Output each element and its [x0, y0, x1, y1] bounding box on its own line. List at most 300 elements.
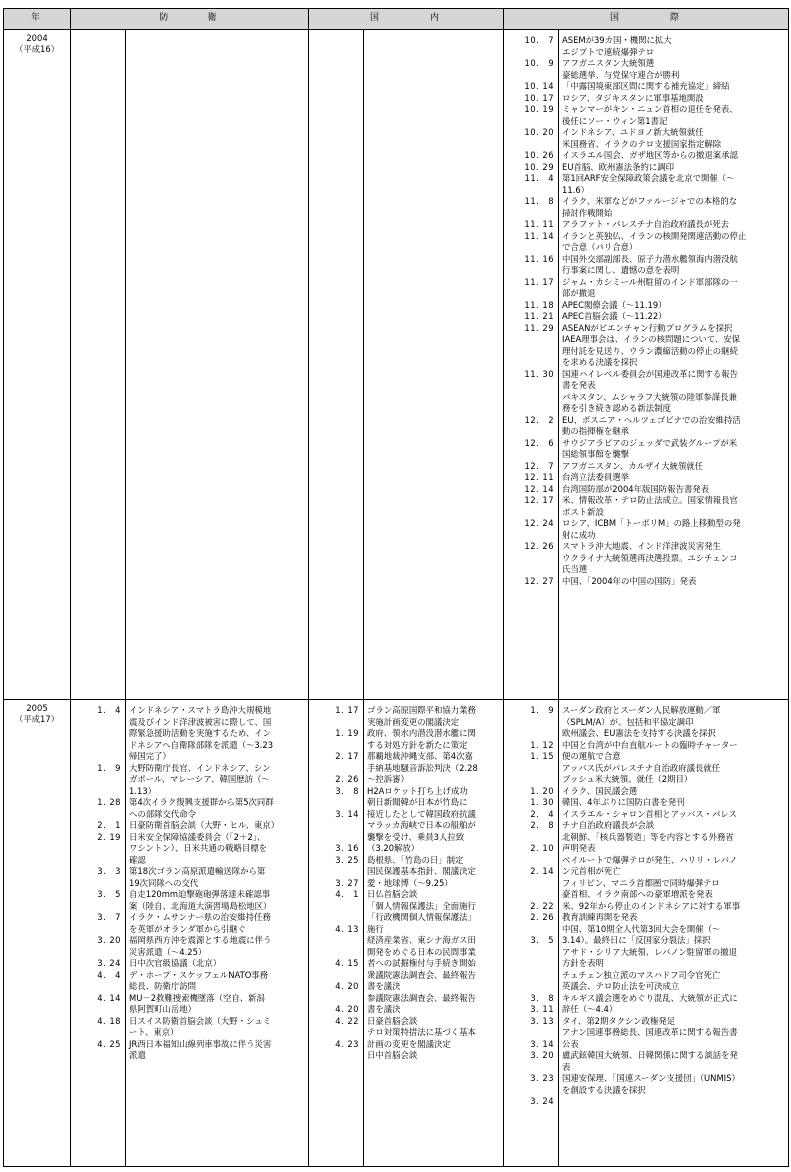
- event-text-line: への部隊交代命令: [129, 808, 196, 819]
- event-text-line: 愛・地球博（～9.25）: [367, 877, 453, 888]
- event-text-line: イスラエル・シャロン首相とアッバス・パレス: [562, 808, 737, 819]
- event-text-line: 災害派遣（～4.25）: [129, 946, 207, 957]
- event-text-line: 日中次官級協議（北京）: [129, 958, 222, 968]
- event-text-line: 米、情報改革・テロ防止法成立。国家情報長官: [562, 495, 738, 505]
- event-text-line: パキスタン、ムシャラフ大統領の陸軍参謀長兼: [562, 391, 737, 402]
- header-international: 国 際: [504, 9, 789, 30]
- event-date: [504, 1062, 554, 1074]
- event-date: 4. 20: [335, 1004, 360, 1014]
- event-date: [504, 1108, 554, 1120]
- event-date: 3. 25: [335, 854, 360, 865]
- event-text-line: 国連安保理、「国連スーダン支援団」（UNMIS）: [562, 1073, 740, 1083]
- event-date: [504, 357, 554, 369]
- event-text-line: JR西日本福知山線列車事故に伴う災害: [129, 1038, 272, 1049]
- event-text-line: 務を引き続き認める新法制度: [562, 403, 671, 413]
- intl-events-2004: [559, 30, 789, 700]
- event-date: [504, 288, 554, 300]
- event-date: 1. 4: [97, 705, 121, 715]
- event-date: [504, 1085, 554, 1097]
- event-date: [504, 970, 554, 982]
- event-date: 3. 3: [97, 866, 121, 876]
- event-text-line: 日米安全保障協議委員会（「2＋2」、: [129, 831, 266, 842]
- event-date: 10. 14: [524, 81, 555, 91]
- event-date: [71, 1004, 121, 1016]
- event-text-line: 朝日新聞韓が日本が竹島に: [367, 797, 468, 807]
- event-text-line: デ・ホープ・スケッフェルNATO事務: [129, 969, 269, 980]
- event-text-line: 第4次イラク復興支援群から第5次同群: [129, 797, 274, 807]
- event-text-line: 第18次ゴラン高原派遣輸送隊から第: [129, 866, 266, 876]
- event-date: [504, 185, 554, 197]
- event-date: 4. 15: [335, 958, 360, 968]
- event-date: [504, 774, 554, 786]
- event-date: 1. 17: [335, 705, 360, 715]
- event-date: 4. 22: [335, 1015, 360, 1026]
- defense-dates-2005: [71, 700, 126, 1167]
- event-date: [309, 820, 359, 832]
- event-text-line: H2Aロケット打ち上げ成功: [367, 785, 468, 796]
- event-date: [504, 717, 554, 729]
- event-date: [71, 924, 121, 936]
- event-text-line: 中国と台湾が中台直航ルートの臨時チャーター: [562, 739, 738, 750]
- event-date: 3. 20: [530, 1050, 555, 1060]
- event-text-line: 福岡県西方沖を震源とする地震に伴う: [129, 935, 272, 945]
- event-text-line: 国民保護基本指針、閣議決定: [367, 866, 476, 876]
- defense-dates-2004: [71, 30, 126, 700]
- event-text-line: チェチェン独立派のマスハドフ司令官死亡: [562, 969, 721, 980]
- event-text-line: 英議会、テロ防止法を可決成立: [562, 981, 680, 991]
- event-date: 12. 24: [524, 518, 555, 528]
- event-date: [504, 403, 554, 415]
- event-text-line: 1.13）: [129, 785, 157, 796]
- event-date: 4. 23: [335, 1038, 360, 1049]
- event-text-line: エジプトで連続爆弾テロ: [562, 46, 655, 57]
- event-date: [504, 530, 554, 542]
- intl-dates-2004: [504, 30, 559, 700]
- event-text-line: 19次同隊への交代: [129, 877, 199, 888]
- event-text-line: IAEA理事会は、イランの核問題について、安保: [562, 334, 741, 344]
- event-date: [504, 878, 554, 890]
- event-text-line: 参議院憲法調査会、最終報告: [367, 992, 476, 1003]
- event-date: [504, 958, 554, 970]
- event-text-line: 声明発表: [562, 843, 596, 853]
- event-text-line: イラク、国民議会選: [562, 785, 638, 796]
- event-date: [504, 449, 554, 461]
- event-date: [71, 878, 121, 890]
- event-date: [309, 740, 359, 752]
- event-date: 10. 17: [524, 92, 555, 103]
- event-text-line: 辞任（～4.4）: [562, 1004, 618, 1014]
- event-date: 1. 9: [97, 762, 121, 773]
- event-text-line: 豪首相、イラク南部への豪軍増派を発表: [562, 889, 713, 899]
- event-text-line: ～控訴審）: [367, 774, 409, 784]
- event-date: 3. 8: [530, 992, 555, 1003]
- event-text-line: 日スイス防衛首脳会談（大野・シュミ: [129, 1015, 271, 1026]
- event-text-line: 国連ハイレベル委員会が国連改革に関する報告: [562, 368, 738, 379]
- header-year: 年: [4, 9, 71, 30]
- event-text-line: 教育訓練再開を発表: [562, 912, 638, 922]
- event-text-line: ジャム・カシミール州駐留のインド軍部隊の一: [562, 276, 738, 287]
- event-date: [504, 507, 554, 519]
- event-text-line: EU、ボスニア・ヘルツェゴビナでの治安維持活: [562, 414, 741, 425]
- event-text-line: 11.6）: [562, 184, 590, 195]
- year-row-2005: [4, 700, 789, 1167]
- event-date: 10. 29: [524, 161, 555, 172]
- event-text-line: ASEMが39カ国・機関に拡大: [562, 35, 672, 45]
- event-text-line: 日中首脳会談: [367, 1050, 418, 1060]
- event-date: 11. 11: [524, 219, 555, 229]
- event-text-line: （3.20解放）: [367, 843, 420, 853]
- event-text-line: 者への試掘権付与手続き開始: [367, 958, 476, 968]
- event-text-line: 動の指揮権を継承: [562, 426, 630, 436]
- event-date: [71, 901, 121, 913]
- event-text-line: 掃討作戦開始: [562, 207, 613, 218]
- event-date: 1. 28: [97, 797, 121, 807]
- event-date: 10. 19: [524, 104, 555, 114]
- event-date: 3. 14: [530, 1038, 555, 1049]
- event-text-line: 接近したとして韓国政府抗議: [367, 808, 476, 819]
- event-text-line: を英軍がオランダ軍から引継ぐ: [129, 923, 246, 934]
- event-text-line: ポスト新設: [562, 506, 604, 517]
- event-text-line: 盧武鉉韓国大統領、日韓関係に関する談話を発: [562, 1050, 738, 1060]
- event-date: [71, 809, 121, 821]
- event-date: [71, 786, 121, 798]
- event-date: [504, 763, 554, 775]
- event-text-line: 便の運航で合意: [562, 751, 621, 761]
- event-text-line: テロ対策特措法に基づく基本: [367, 1027, 476, 1037]
- event-date: 2. 10: [530, 843, 555, 853]
- event-date: [504, 832, 554, 844]
- event-date: 10. 20: [524, 127, 555, 137]
- event-text-line: 理付託を見送り、ウラン濃縮活動の停止の継続: [562, 345, 738, 356]
- event-date: [71, 774, 121, 786]
- event-text-line: を創設する決議を採択: [562, 1084, 646, 1095]
- event-text-line: スーダン政府とスーダン人民解放運動／軍: [562, 705, 721, 715]
- event-text-line: ガポール、マレーシア、韓国歴訪（～: [129, 774, 270, 784]
- event-text-line: 氏当選: [562, 564, 588, 574]
- year-label: 2004: [26, 33, 48, 43]
- event-text-line: （SPLM/A）が、包括和平協定調印: [562, 716, 694, 727]
- event-date: 12. 27: [524, 575, 555, 586]
- event-text-line: 中国、「2004年の中国の国防」発表: [562, 575, 697, 586]
- event-date: 11. 17: [524, 276, 555, 287]
- event-date: [309, 947, 359, 959]
- event-text-line: イラク・ムサンナー県の治安維持任務: [129, 912, 271, 922]
- event-text-line: で合意（パリ合意）: [562, 242, 638, 252]
- event-date: 2. 8: [530, 820, 555, 830]
- event-text-line: 際緊急援助活動を実施するため、イン: [129, 728, 272, 738]
- event-date: 4. 13: [335, 923, 360, 934]
- event-text-line: 後任にソー・ウィン第1書記: [562, 115, 668, 126]
- event-date: 12. 17: [524, 495, 555, 505]
- event-date: 11. 30: [524, 368, 555, 379]
- event-date: 2. 1: [97, 820, 121, 830]
- event-date: [71, 981, 121, 993]
- event-text-line: 確認: [129, 854, 146, 865]
- event-date: 11. 21: [524, 311, 555, 321]
- event-date: 1. 19: [335, 728, 360, 738]
- event-date: 2. 26: [530, 912, 555, 922]
- event-date: [504, 426, 554, 438]
- year-cell-2005: [4, 700, 71, 1167]
- event-text-line: インドネシア・スマトラ島沖大規模地: [129, 705, 272, 715]
- event-date: [504, 208, 554, 220]
- event-text-line: 台湾立法委員選挙: [562, 472, 630, 482]
- event-date: 1. 9: [530, 705, 555, 715]
- event-date: 2. 4: [530, 808, 555, 819]
- event-date: [504, 139, 554, 151]
- event-text-line: 台湾国防部が2004年版国防報告書発表: [562, 483, 709, 494]
- event-date: [71, 740, 121, 752]
- event-date: [71, 843, 121, 855]
- header-domestic: 国 内: [309, 9, 504, 30]
- event-text-line: 那覇地裁沖縄支部、第4次嘉: [367, 751, 473, 761]
- event-text-line: 襲撃を受け、乗員3人拉致: [367, 831, 465, 842]
- event-date: [504, 242, 554, 254]
- event-date: 3. 23: [530, 1073, 555, 1083]
- event-date: [504, 889, 554, 901]
- event-date: 3. 11: [530, 1004, 555, 1014]
- event-text-line: 表: [562, 1061, 571, 1072]
- event-text-line: 経済産業省、東シナ海ガス田: [367, 935, 476, 945]
- event-date: 3. 27: [335, 877, 360, 888]
- event-text-line: APEC閣僚会議（～11.19）: [562, 299, 667, 310]
- event-date: [504, 855, 554, 867]
- event-text-line: 射に成功: [562, 529, 596, 540]
- event-date: [71, 728, 121, 740]
- event-date: 12. 2: [524, 414, 555, 425]
- event-date: [309, 1027, 359, 1039]
- event-date: [309, 763, 359, 775]
- event-text-line: 大野防衛庁長官、インドネシア、シン: [129, 762, 271, 773]
- event-date: [504, 265, 554, 277]
- event-date: [71, 717, 121, 729]
- event-text-line: アッバス氏がパレスチナ自治政府議長就任: [562, 762, 721, 773]
- event-text-line: EU首脳、欧州憲法条約に調印: [562, 161, 674, 172]
- event-text-line: する対処方針を新たに策定: [367, 739, 468, 750]
- event-date: 3. 24: [97, 958, 121, 968]
- event-text-line: マラッカ海峡で日本の船舶が: [367, 820, 476, 830]
- event-text-line: 自走120mm迫撃砲砲弾落達未確認事: [129, 889, 271, 899]
- event-date: [309, 866, 359, 878]
- event-date: 12. 7: [524, 460, 555, 471]
- event-text-line: チナ自治政府議長が会談: [562, 820, 655, 830]
- event-date: 4. 1: [335, 889, 360, 899]
- event-text-line: サウジアラビアのジェッダで武装グループが米: [562, 437, 738, 448]
- event-date: 2. 14: [530, 866, 555, 876]
- event-text-line: 公表: [562, 1038, 579, 1049]
- event-text-line: 日仏首脳会談: [367, 889, 418, 899]
- event-date: [504, 553, 554, 565]
- event-text-line: 「個人情報保護法」全面施行: [367, 900, 476, 911]
- event-date: 4. 14: [97, 992, 121, 1003]
- event-date: 2. 26: [335, 774, 360, 784]
- event-date: 3. 5: [530, 935, 555, 945]
- event-text-line: を求める決議を採択: [562, 357, 638, 367]
- event-date: [504, 334, 554, 346]
- year-cell-2004: [4, 30, 71, 700]
- event-date: 11. 16: [524, 253, 555, 264]
- event-text-line: 実施計画変更の閣議決定: [367, 716, 460, 727]
- event-date: [309, 935, 359, 947]
- event-date: 12. 6: [524, 437, 555, 448]
- event-text-line: イランと英独仏、イランの核開発関連活動の停止: [562, 230, 747, 241]
- event-date: [504, 728, 554, 740]
- header-defense: 防 衛: [71, 9, 309, 30]
- event-date: 12. 14: [524, 483, 555, 494]
- era-label: （平成17）: [14, 714, 60, 724]
- event-date: 3. 20: [97, 935, 121, 945]
- event-date: 2. 22: [530, 900, 555, 911]
- event-date: 3. 5: [97, 889, 121, 899]
- event-text-line: ドネシアへ自衛隊部隊を派遣（～3.23: [129, 739, 274, 750]
- event-date: [309, 901, 359, 913]
- event-date: [71, 1027, 121, 1039]
- event-text-line: インドネシア、ユドヨノ新大統領就任: [562, 127, 704, 137]
- event-date: 4. 4: [97, 969, 121, 980]
- event-text-line: アフガニスタン、カルザイ大統領就任: [562, 460, 704, 471]
- event-date: 1. 30: [530, 797, 555, 807]
- event-date: [309, 993, 359, 1005]
- event-text-line: フィリピン、マニラ首都圏で同時爆弾テロ: [562, 877, 720, 888]
- event-text-line: タイ、第2期タクシン政権発足: [562, 1015, 676, 1026]
- event-text-line: ロシア、タジキスタンに軍事基地開設: [562, 92, 704, 103]
- event-text-line: 北朝鮮、「核兵器製造」等を内容とする外務省: [562, 831, 734, 842]
- event-date: 2. 19: [97, 831, 121, 842]
- event-text-line: ウクライナ大統領選再決選投票。ユシチェンコ: [562, 552, 738, 563]
- event-date: [504, 1027, 554, 1039]
- event-text-line: スマトラ沖大地震、インド洋津波災害発生: [562, 541, 721, 551]
- event-text-line: 派遣: [129, 1050, 146, 1060]
- domestic-dates-2005: [309, 700, 364, 1167]
- event-text-line: 3.14）。最終日に「反国家分裂法」採択: [562, 935, 711, 945]
- event-date: [504, 346, 554, 358]
- event-date: 2. 17: [335, 751, 360, 761]
- event-date: 1. 20: [530, 785, 555, 796]
- event-date: [309, 832, 359, 844]
- event-date: [504, 947, 554, 959]
- event-text-line: キルギス議会選をめぐり混乱、大統領が正式に: [562, 992, 738, 1003]
- event-text-line: 米国務省、イラクのテロ支援国家指定解除: [562, 138, 722, 149]
- event-text-line: ン元首相が死亡: [562, 866, 621, 876]
- event-text-line: 震及びインド洋津波被害に際して、国: [129, 716, 272, 727]
- event-date: [504, 70, 554, 82]
- defense-events-2005: [126, 700, 309, 1167]
- year-row-2004: [4, 30, 789, 700]
- event-date: 10. 26: [524, 150, 555, 160]
- event-date: 3. 13: [530, 1015, 555, 1026]
- event-date: [504, 47, 554, 59]
- era-label: （平成16）: [14, 44, 60, 54]
- event-text-line: 政府、領水内潜没潜水艦に関: [367, 728, 476, 738]
- event-text-line: イスラエル国会、ガザ地区等からの撤退案承認: [562, 150, 738, 160]
- event-date: [309, 912, 359, 924]
- event-text-line: APEC首脳会議（～11.22）: [562, 311, 667, 321]
- event-date: 3. 8: [335, 785, 360, 796]
- event-date: [504, 380, 554, 392]
- event-date: 3. 7: [97, 912, 121, 922]
- event-date: 3. 24: [530, 1096, 555, 1106]
- event-text-line: 帰国完了）: [129, 751, 171, 761]
- domestic-events-2004: [364, 30, 504, 700]
- domestic-events-2005: [364, 700, 504, 1167]
- event-text-line: アラファト・パレスチナ自治政府議長が死去: [562, 219, 729, 229]
- event-date: [504, 116, 554, 128]
- event-text-line: 部が撤退: [562, 288, 596, 298]
- event-text-line: 書を発表: [562, 380, 596, 390]
- event-date: 3. 14: [335, 808, 360, 819]
- event-date: 11. 4: [524, 173, 555, 183]
- event-date: 1. 15: [530, 751, 555, 761]
- event-text-line: ワシントン）、日米共通の戦略目標を: [129, 843, 267, 853]
- event-text-line: アサド・シリア大統領、レバノン駐留軍の撤退: [562, 946, 737, 957]
- event-date: [71, 855, 121, 867]
- event-text-line: 総長、防衛庁訪問: [129, 981, 196, 991]
- event-text-line: ASEANがビエンチャン行動プログラムを採択: [562, 322, 733, 333]
- event-text-line: ミャンマーがキン・ニュン首相の退任を発表、: [562, 104, 738, 114]
- event-text-line: アフガニスタン大統領選: [562, 58, 655, 68]
- event-text-line: 衆議院憲法調査会、最終報告: [367, 969, 476, 980]
- event-text-line: 日豪首脳会談: [367, 1015, 418, 1026]
- event-text-line: 日豪防衛首脳会談（大野・ヒル、東京）: [129, 820, 280, 830]
- event-date: [71, 947, 121, 959]
- event-text-line: 中国外交部副部長、原子力潜水艦領海内潜没航: [562, 253, 738, 264]
- event-text-line: 「行政機関個人情報保護法」: [367, 912, 476, 922]
- event-text-line: 行事案に関し、遺憾の意を表明: [562, 265, 680, 275]
- event-text-line: 韓国、4年ぶりに国防白書を発刊: [562, 797, 685, 807]
- event-date: 4. 18: [97, 1015, 121, 1026]
- event-date: [309, 717, 359, 729]
- event-text-line: 中国、第10期全人代第3回大会を開催（～: [562, 923, 721, 934]
- event-text-line: 書を議決: [367, 981, 401, 991]
- event-date: 4. 25: [97, 1038, 121, 1049]
- event-text-line: ート、東京）: [129, 1027, 179, 1037]
- event-date: [309, 970, 359, 982]
- event-text-line: 米、92年から停止のインドネシアに対する軍事: [562, 900, 741, 911]
- event-text-line: アナン国連事務総長、国連改革に関する報告書: [562, 1027, 738, 1037]
- event-date: 3. 16: [335, 843, 360, 853]
- event-text-line: 開発をめぐる日本の民間事業: [367, 946, 476, 957]
- domestic-dates-2004: [309, 30, 364, 700]
- event-text-line: 手納基地騒音訴訟判決（2.28: [367, 762, 478, 773]
- event-text-line: 県阿賀町山岳地）: [129, 1004, 196, 1014]
- year-label: 2005: [26, 703, 48, 713]
- header-row: [4, 9, 789, 30]
- event-text-line: 島根県、「竹島の日」制定: [367, 854, 464, 865]
- event-date: 11. 14: [524, 230, 555, 241]
- intl-events-2005: [559, 700, 789, 1167]
- event-date: 12. 26: [524, 541, 555, 551]
- event-text-line: 第1回ARF安全保障政策会議を北京で開催（～: [562, 173, 735, 183]
- event-text-line: MU－2救難捜索機墜落（空自、新潟: [129, 992, 265, 1003]
- intl-dates-2005: [504, 700, 559, 1167]
- event-date: [504, 981, 554, 993]
- event-date: [504, 564, 554, 576]
- event-date: [504, 392, 554, 404]
- event-text-line: 欧州議会、EU憲法を支持する決議を採択: [562, 728, 716, 738]
- event-text-line: ベイルートで爆弾テロが発生、ハリリ・レバノ: [562, 854, 738, 865]
- event-text-line: 書を議決: [367, 1004, 401, 1014]
- event-date: [71, 1050, 121, 1062]
- event-text-line: 案（陸自、北海道大演習場島松地区）: [129, 900, 272, 911]
- event-date: 12. 11: [524, 472, 555, 482]
- event-text-line: 国総領事館を襲撃: [562, 449, 630, 459]
- event-date: 4. 20: [335, 981, 360, 991]
- event-text-line: ロシア、ICBM「トーポリM」の路上移動型の発: [562, 518, 741, 528]
- event-text-line: イラク、米軍などがファルージャでの本格的な: [562, 196, 738, 206]
- event-date: 11. 18: [524, 299, 555, 310]
- event-date: 10. 9: [524, 58, 555, 68]
- event-text-line: ブッシュ米大統領、就任（2期目）: [562, 774, 693, 784]
